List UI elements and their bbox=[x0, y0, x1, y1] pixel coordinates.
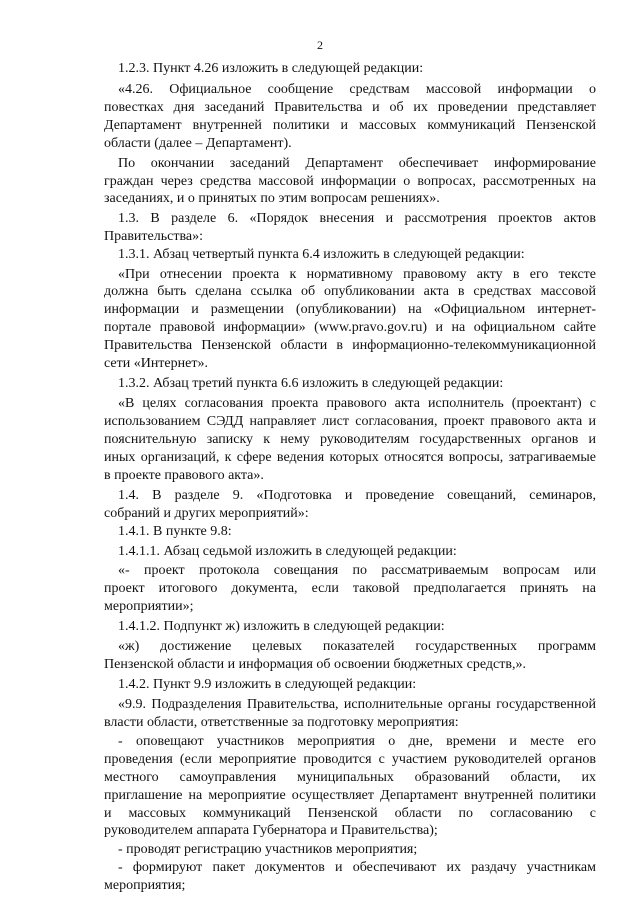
paragraph-line: повестках дня заседаний Правительства и об их проведении представляет bbox=[104, 100, 596, 115]
paragraph-line: - формируют пакет документов и обеспечивают их раздачу участникам bbox=[118, 860, 596, 875]
paragraph-line: - проводят регистрацию участников мероприятия; bbox=[118, 842, 418, 857]
paragraph-line: местного самоуправления муниципальных образований области, их bbox=[104, 770, 596, 785]
paragraph-line: Департамент внутренней политики и массовых коммуникаций Пензенской bbox=[104, 118, 596, 133]
paragraph-line: граждан через средства массовой информации о вопросах, рассмотренных на bbox=[104, 174, 596, 189]
paragraph-line: «4.26. Официальное сообщение средствам массовой информации о bbox=[118, 82, 596, 97]
paragraph-line: проект итогового документа, если таковой предполагается принять на bbox=[104, 581, 596, 596]
paragraph-line: «ж) достижение целевых показателей государственных программ bbox=[118, 639, 596, 654]
paragraph-line: «В целях согласования проекта правового акта исполнитель (проектант) с bbox=[118, 396, 596, 411]
paragraph-line: в проекте правового акта». bbox=[104, 468, 264, 483]
paragraph-line: 1.3. В разделе 6. «Порядок внесения и рассмотрения проектов актов bbox=[118, 211, 596, 226]
paragraph-line: По окончании заседаний Департамент обеспечивает информирование bbox=[118, 156, 596, 171]
paragraph-line: и массовых коммуникаций Пензенской области по согласованию с bbox=[104, 806, 596, 821]
paragraph-line: иных организаций, к сфере ведения которых относятся вопросы, затрагиваемые bbox=[104, 450, 596, 465]
paragraph-line: портале правовой информации» (www.pravo.gov.ru) и на официальном сайте bbox=[104, 320, 596, 335]
paragraph-line: мероприятии»; bbox=[104, 599, 194, 614]
paragraph-line: 1.4.2. Пункт 9.9 изложить в следующей редакции: bbox=[118, 677, 417, 692]
paragraph-line: 1.2.3. Пункт 4.26 изложить в следующей редакции: bbox=[118, 61, 424, 76]
paragraph-line: заседаниях, и о принятых по этим вопросам решениях». bbox=[104, 191, 440, 206]
paragraph-line: информации и размещении (опубликовании) на «Официальном интернет- bbox=[104, 302, 596, 317]
paragraph-line: использованием СЭДД направляет лист согласования, проект правового акта и bbox=[104, 414, 596, 429]
paragraph-line: - оповещают участников мероприятия о дне, времени и месте его bbox=[118, 734, 596, 749]
paragraph-line: 1.4.1.1. Абзац седьмой изложить в следующей редакции: bbox=[118, 544, 457, 559]
paragraph-line: 1.4.1. В пункте 9.8: bbox=[118, 524, 232, 539]
paragraph-line: «- проект протокола совещания по рассматриваемым вопросам или bbox=[118, 563, 596, 578]
paragraph-line: «9.9. Подразделения Правительства, исполнительные органы государственной bbox=[118, 697, 596, 712]
paragraph-line: собраний и других мероприятий»: bbox=[104, 506, 309, 521]
paragraph-line: 1.3.1. Абзац четвертый пункта 6.4 изложить в следующей редакции: bbox=[118, 247, 525, 262]
paragraph-line: власти области, ответственные за подготовку мероприятия: bbox=[104, 715, 459, 730]
paragraph-line: Пензенской области и информация об освоении бюджетных средств,». bbox=[104, 657, 526, 672]
paragraph-line: пояснительную записку к нему руководителям государственных органов и bbox=[104, 432, 596, 447]
paragraph-line: «При отнесении проекта к нормативному правовому акту в его тексте bbox=[118, 267, 596, 282]
page-number: 2 bbox=[317, 38, 323, 52]
paragraph-line: 1.3.2. Абзац третий пункта 6.6 изложить в следующей редакции: bbox=[118, 376, 504, 391]
paragraph-line: 1.4.1.2. Подпункт ж) изложить в следующей редакции: bbox=[118, 619, 445, 634]
paragraph-line: Правительства Пензенской области в информационно-телекоммуникационной bbox=[104, 338, 596, 353]
paragraph-line: Правительства»: bbox=[104, 229, 203, 244]
paragraph-line: проведения (если мероприятие проводится с участием руководителей органов bbox=[104, 752, 596, 767]
paragraph-line: мероприятия; bbox=[104, 878, 186, 893]
paragraph-line: приглашение на мероприятие осуществляет Департамент внутренней политики bbox=[104, 788, 596, 803]
paragraph-line: руководителем аппарата Губернатора и Правительства); bbox=[104, 823, 438, 838]
paragraph-line: 1.4. В разделе 9. «Подготовка и проведение совещаний, семинаров, bbox=[118, 488, 596, 503]
paragraph-line: области (далее – Департамент). bbox=[104, 136, 292, 151]
paragraph-line: должна быть сделана ссылка об опубликовании акта в средствах массовой bbox=[104, 284, 596, 299]
paragraph-line: сети «Интернет». bbox=[104, 356, 208, 371]
